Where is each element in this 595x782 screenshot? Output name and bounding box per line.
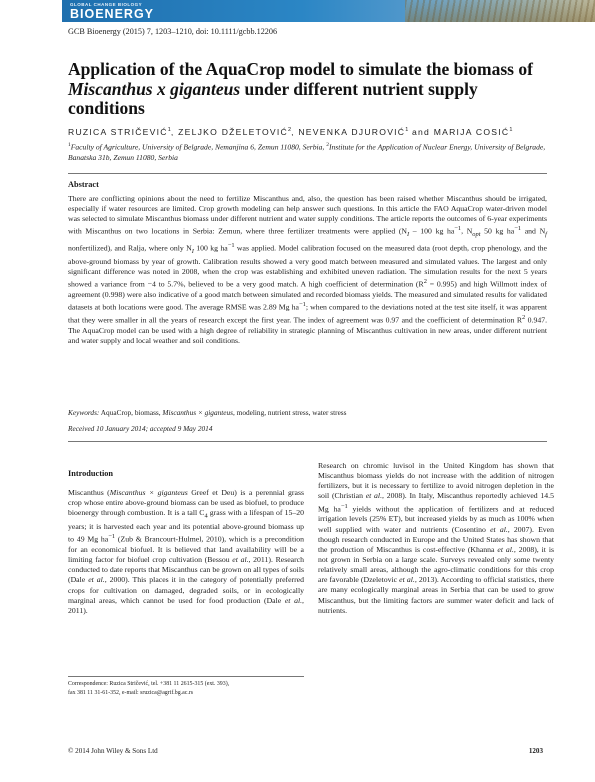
correspondence-note [68,680,304,698]
divider-bottom [68,441,547,442]
introduction-heading: Introduction [68,469,114,478]
copyright-notice: © 2014 John Wiley & Sons Ltd [68,747,158,755]
abstract-body: There are conflicting opinions about the need to fertilize Miscanthus and, also, the question has been raised whether Miscanthus should be irrigated, especially if water resources are limited. Crop growth modeling can help answer such questions. In this article the FAO AquaCrop water-driven model was selected to simulate Miscanthus biomass under different nutrient and water supply conditions. The article reports the outcomes of 6-year experiments with Miscanthus on two locations in Serbia: Zemun, where three fertilizer treatments were applied ($N_I - 100$ kg $ha^{-1}$, $N_{opt}$ 50 kg $ha^{-1}$ and $N_f$ nonfertilized), and Ralja, where only $N_I$ 100 kg $ha^{-1}$ was applied. Model calibration focused on the measured data (root depth, crop phenology, and the above-ground biomass by year of growth. Calibration results showed a very good match between measured and simulated values. The largest and only significant difference was noted in 2008, when the crop was establishing and exhibited uneven radiation. The simulation results for the next 5 years showed a variance from −4 to 5.7%, believed to be a very good match. A high coefficient of determination $(R^2 = 0.995)$ and high Willmott index of agreement (0.998) were also indicative of a good match between simulated and recorded biomass yields. The measured and simulated results for validated datasets at both locations were good. The average RMSE was 2.89 Mg $ha^{-1}$; when compared to the deviations noted at the test site itself, it was apparent that they were smaller in all the years of research except the first year. The index of agreement was 0.97 and the coefficient of determination $R^2$ 0.947. The AquaCrop model can be used with a high degree of reliability in strategic planning of Miscanthus cultivation in new areas, under different nutrient and water supply and local weather and soil conditions. [68,194,548,345]
correspondence-line-2: fax 381 11 31-61-352, e-mail: sruzica@agrif.bg.ac.rs [68,690,194,696]
journal-series-label: GLOBAL CHANGE BIOLOGY [70,2,143,7]
correspondence-line-1: Correspondence: Ruzica Stričević, tel. +381 11 2615-315 (ext. 393), [68,681,230,687]
received-dates: Received 10 January 2014; accepted 9 May 2014 [68,424,213,433]
journal-banner [62,0,595,22]
page-number: 1203 [528,747,543,755]
abstract-heading: Abstract [68,180,99,189]
citation-line: GCB Bioenergy (2015) 7, 1203–1210, doi: 10.1111/gcbb.12206 [68,27,278,36]
article-title: Application of the AquaCrop model to simulate the biomass of Miscanthus x giganteus under different nutrient supply conditions [68,59,533,118]
author-list: RUZICA STRIČEVIĆ$^1$, ZELJKO DŽELETOVIĆ$^2$, NEVENKA DJUROVIĆ$^1$ and MARIJA COSIĆ$^1$ [68,127,513,137]
right-column-body: Research on chromic luvisol in the United Kingdom has shown that Miscanthus biomass yields do not increase with the addition of nitrogen fertilizers, but it is necessary to fertilize to avoid nitrogen depletion in the soil (Christian et al., 2008). In Italy, Miscanthus reportedly achieved 14.5 Mg $ha^{-1}$ yields without the application of fertilizers and at reduced irrigation levels (25% ET), but increased yields by as much as 100% when well supplied with water and nutrients (Cosentino et al., 2007). Even though research conducted in Europe and the United States has shown that the production of Miscanthus is cost-effective (Khanna et al., 2008), it is not grown in Serbia on a large scale. Surveys revealed only some twenty relatively small areas, although the agro-climatic conditions for this crop are favorable (Dzeletovic et al., 2013). According to official statistics, there are many ecologically marginal areas in Serbia that can be used to grow Miscanthus, but the limiting factors are summer water deficit and lack of nutrients. [318,461,555,615]
journal-name: BIOENERGY [70,7,155,21]
correspondence-divider [68,676,304,677]
banner-field-image [405,0,595,22]
divider-top [68,173,547,174]
affiliations: $^1$Faculty of Agriculture, University of Belgrade, Nemanjina 6, Zemun 11080, Serbia, $^2$Institute for the Application of Nuclear Energy, University of Belgrade, Banatska 31b, Zemun 11080, Serbia [68,142,546,162]
keywords-line: Keywords: AquaCrop, biomass, Miscanthus × giganteus, modeling, nutrient stress, water stress [68,408,347,417]
introduction-body: Miscanthus (Miscanthus × giganteus Greef et Deu) is a perennial grass crop whose entire above-ground biomass can be used as biofuel, to produce bioenergy through combustion. It is a tall $C_4$ grass with a lifespan of 15–20 years; it is harvested each year and its potential above-ground biomass up to 49 Mg $ha^{-1}$ (Zub & Brancourt-Hulmel, 2010), which is a precondition for an economical biofuel. It is believed that land availability will be a limiting factor for biofuel crop cultivation (Bessou et al., 2011). Research conducted to date reports that Miscanthus can be grown on all types of soils (Dale et al., 2000). This places it in the category of potentially preferred crops for cultivation on damaged, degraded soils, or in ecologically marginal areas, which cannot be used for food production (Dale et al., 2011). [68,488,305,615]
